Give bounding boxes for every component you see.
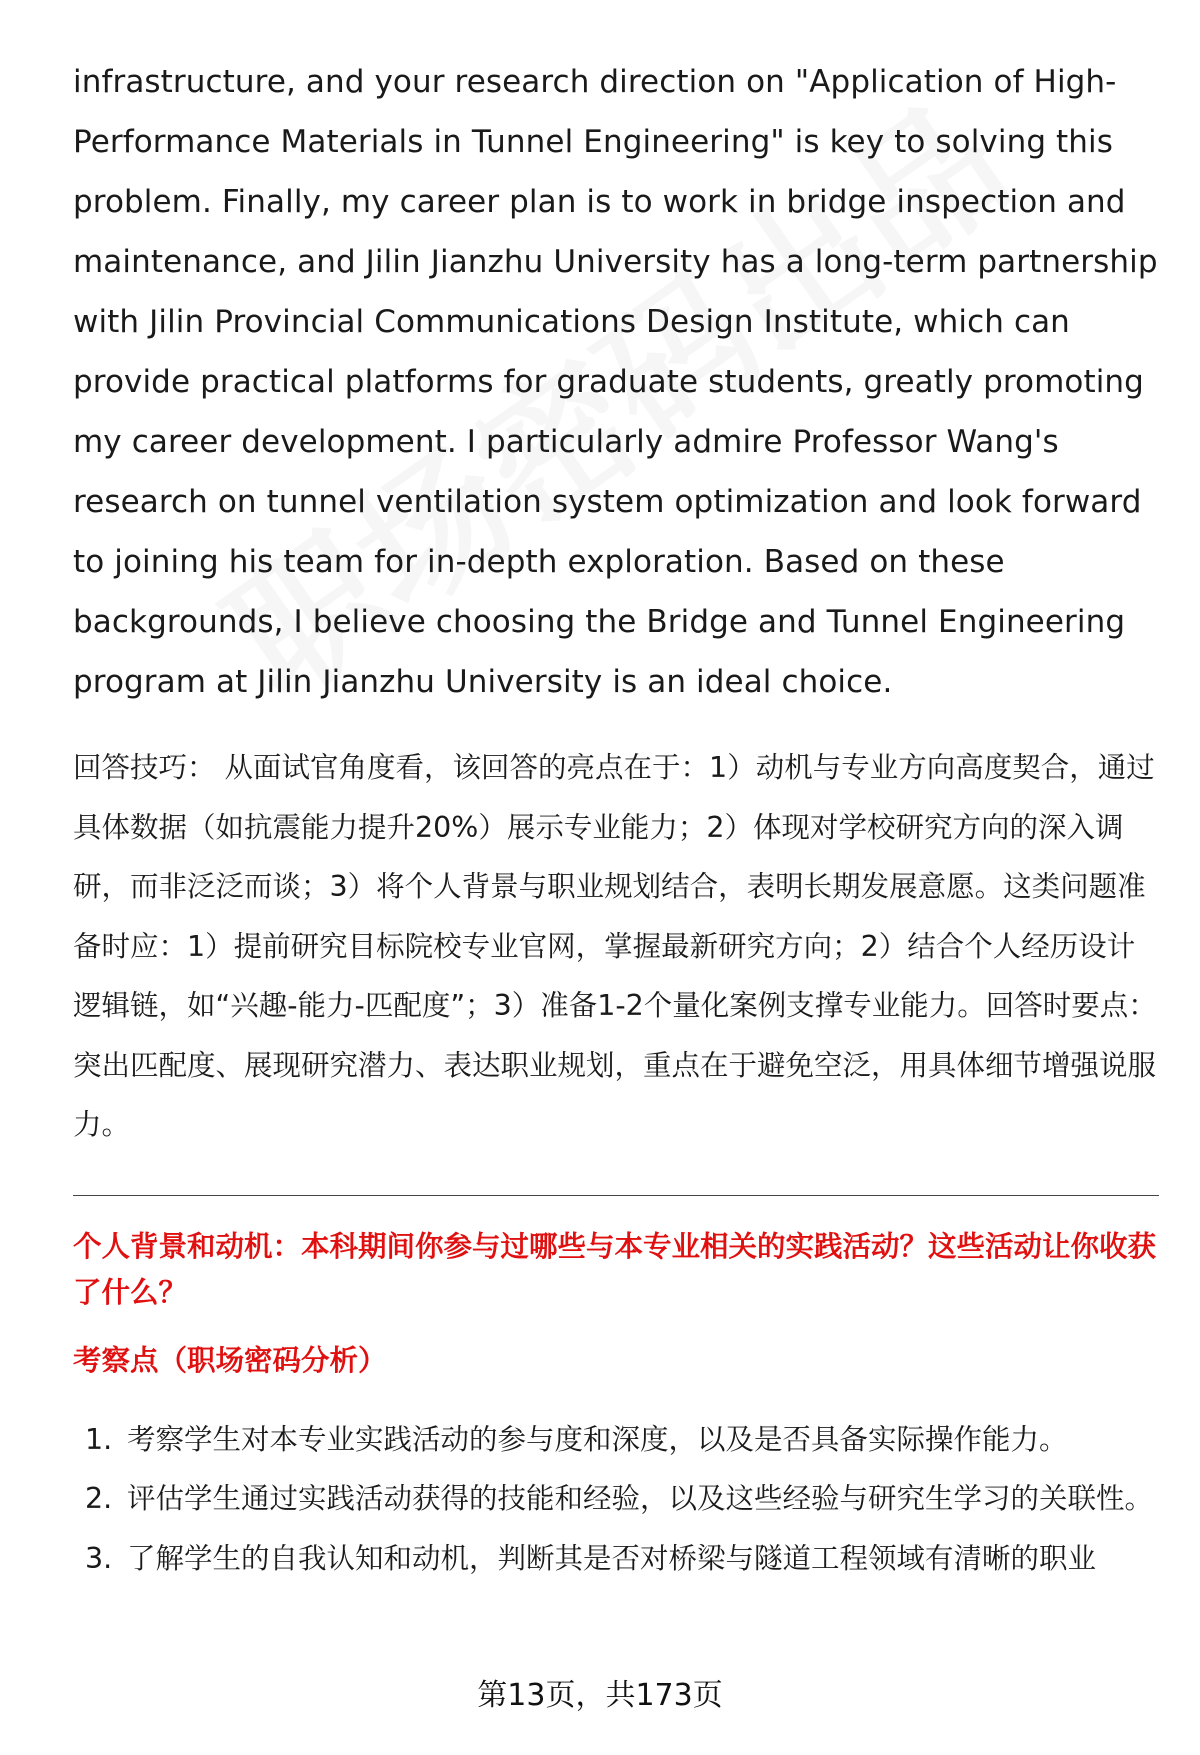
- question-heading: 个人背景和动机：本科期间你参与过哪些与本专业相关的实践活动？这些活动让你收获了什么？: [73, 1229, 1157, 1309]
- list-item-number: 3.: [85, 1541, 113, 1575]
- list-item-text: 评估学生通过实践活动获得的技能和经验，以及这些经验与研究生学习的关联性。: [127, 1482, 1154, 1515]
- list-item-number: 2.: [85, 1482, 113, 1515]
- answer-tips-paragraph: 回答技巧： 从面试官角度看，该回答的亮点在于：1）动机与专业方向高度契合，通过具体数据（如抗震能力提升20%）展示专业能力；2）体现对学校研究方向的深入调研，而非泛泛而谈；3）将个人背景与职业规划结合，表明长期发展意愿。这类问题准备时应：1）提前研究目标院校专业官网，掌握最新研究方向；2）结合个人经历设计逻辑链，如“兴趣-能力-匹配度”；3）准备1-2个量化案例支撑专业能力。回答时要点：突出匹配度、展现研究潜力、表达职业规划，重点在于避免空泛，用具体细节增强说服力。: [73, 751, 1157, 1141]
- document-page: [73, 52, 1159, 1588]
- list-item-text: 考察学生对本专业实践活动的参与度和深度，以及是否具备实际操作能力。: [127, 1422, 1068, 1456]
- list-item: [73, 1469, 1159, 1529]
- list-item-text: 了解学生的自我认知和动机，判断其是否对桥梁与隧道工程领域有清晰的职业: [127, 1541, 1097, 1575]
- assessment-points-heading: 考察点（职场密码分析）: [73, 1343, 387, 1377]
- assessment-points-list: [73, 1410, 1159, 1589]
- list-item: [73, 1410, 1159, 1470]
- page-number-footer: 第13页，共173页: [477, 1678, 723, 1713]
- list-item: [73, 1529, 1159, 1589]
- list-item-number: 1.: [85, 1422, 113, 1456]
- section-divider: [73, 1195, 1159, 1196]
- english-answer-paragraph: infrastructure, and your research direction on "Application of High-Performance Materials in Tunnel Engineering" is key to solving this problem. Finally, my career plan is to work in bridge inspection and maintenance, and Jilin Jianzhu University has a long-term partnership with Jilin Provincial Communications Design Institute, which can provide practical platforms for graduate students, greatly promoting my career development. I particularly admire Professor Wang's research on tunnel ventilation system optimization and look forward to joining his team for in-depth exploration. Based on these backgrounds, I believe choosing the Bridge and Tunnel Engineering program at Jilin Jianzhu University is an ideal choice.: [73, 64, 1158, 700]
